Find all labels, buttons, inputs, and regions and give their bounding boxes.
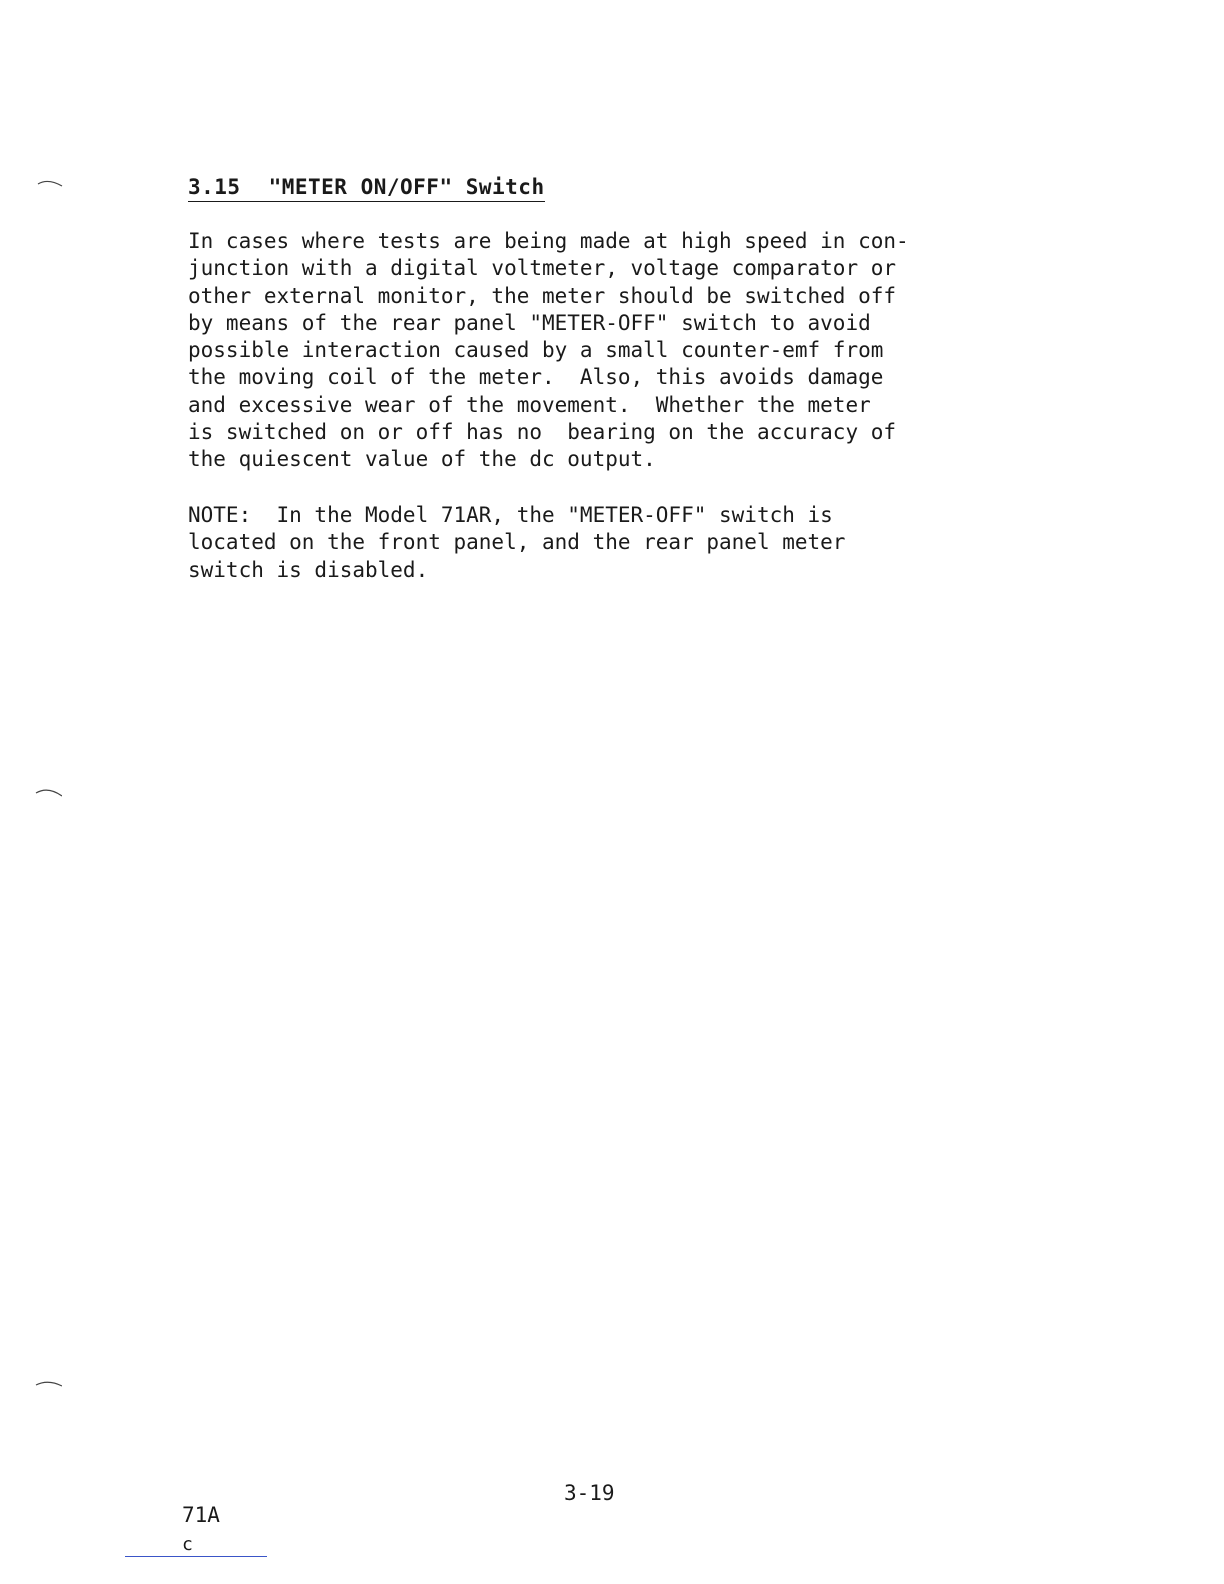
binder-hole-mark-middle: [34, 786, 62, 798]
page-number: 3-19: [564, 1481, 615, 1505]
section-heading: [188, 174, 545, 202]
section-number: 3.15: [188, 175, 241, 199]
body-paragraph: In cases where tests are being made at high speed in con- junction with a digital voltmeter, voltage comparator or other external monitor, the meter should be switched off by means of the rear panel "METER-OFF" switch to avoid possible interaction caused by a small counter-emf from the moving coil of the meter. Also, this avoids damage and excessive wear of the movement. Whether the meter is switched on or off has no bearing on the accuracy of the quiescent value of the dc output.: [188, 229, 909, 472]
binder-hole-mark-bottom: [34, 1378, 62, 1390]
model-label: 71A: [182, 1503, 220, 1527]
note-paragraph: NOTE: In the Model 71AR, the "METER-OFF" switch is located on the front panel, and the rear panel meter switch is disabled.: [188, 503, 846, 582]
footer-rule: [125, 1556, 267, 1557]
section-title: "METER ON/OFF" Switch: [268, 175, 545, 199]
revision-label: c: [182, 1534, 193, 1555]
binder-hole-mark-top: [36, 178, 64, 190]
